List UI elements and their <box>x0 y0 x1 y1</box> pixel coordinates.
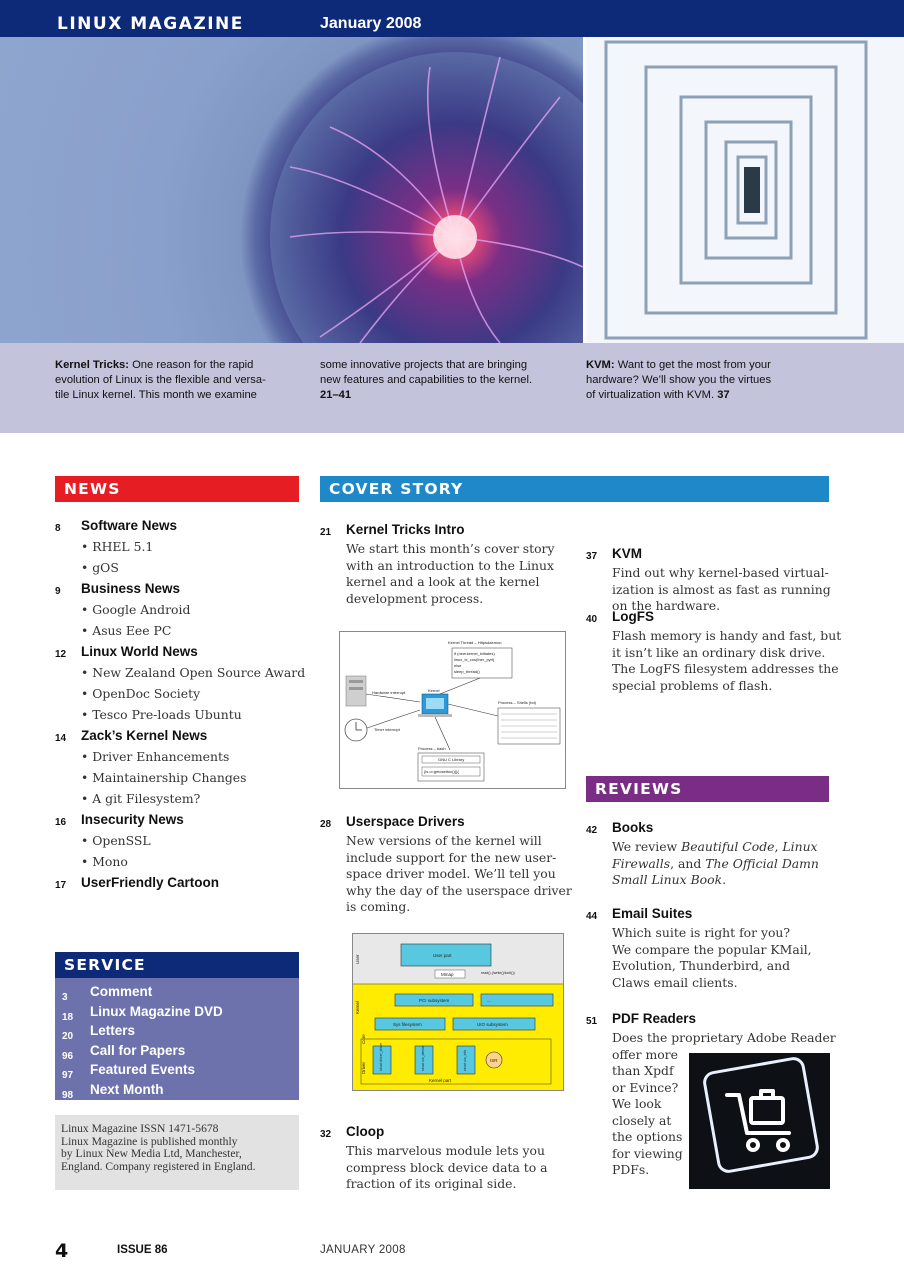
corridor-graphic <box>586 37 904 343</box>
svg-text:Hardware interrupt: Hardware interrupt <box>372 690 406 695</box>
svg-text:User: User <box>355 954 360 964</box>
caption-kvm: KVM: Want to get the most from your hardware? We’ll show you the virtues of virtualization with KVM. 37 <box>586 359 772 401</box>
entry-title-email-suites[interactable]: Email Suites <box>612 906 693 921</box>
svg-text:ISR: ISR <box>490 1058 498 1063</box>
entry-desc-cloop: This marvelous module lets you compress block device data to a fraction of its original side. <box>346 1143 548 1191</box>
news-bullet <box>81 665 305 680</box>
news-bullet-text: RHEL 5.1 <box>92 539 154 554</box>
entry-title-logfs[interactable]: LogFS <box>612 609 654 624</box>
svg-text:Kernel part: Kernel part <box>429 1078 452 1083</box>
bullet-icon: • <box>81 560 93 575</box>
entry-number: 51 <box>586 1016 598 1027</box>
news-entry-number: 8 <box>55 523 61 534</box>
news-entry-title[interactable]: Zack’s Kernel News <box>81 728 208 743</box>
service-item-label: Linux Magazine DVD <box>90 1003 223 1019</box>
news-bullet <box>81 623 171 638</box>
footer-issue: ISSUE 86 <box>117 1244 168 1256</box>
bullet-icon: • <box>81 854 93 869</box>
service-item[interactable] <box>62 1062 196 1083</box>
bullet-icon: • <box>81 602 93 617</box>
service-item[interactable] <box>62 1003 223 1025</box>
service-item-label: Next Month <box>90 1081 164 1097</box>
dots-box <box>481 994 553 1006</box>
svg-text:read() (/write()/ioctl()): read() (/write()/ioctl()) <box>481 971 515 975</box>
svg-text:Mmap: Mmap <box>441 972 454 977</box>
caption-kernel-cont: some innovative projects that are bringing new features and capabilities to the kernel. 21–41 <box>320 359 533 401</box>
bullet-icon: • <box>81 665 93 680</box>
svg-text:Kernel: Kernel <box>428 688 440 693</box>
cart-icon <box>727 1091 789 1150</box>
news-bullet-text: OpenDoc Society <box>92 686 201 701</box>
entry-desc-userspace-drivers: New versions of the kernel will include support for the new user- space driver model. We’ll tell you why the day of the userspace driver is coming. <box>346 833 572 914</box>
news-bullet <box>81 686 200 701</box>
news-bullet <box>81 539 153 554</box>
service-item-number: 97 <box>62 1070 74 1081</box>
news-bullet-text: Asus Eee PC <box>92 623 172 638</box>
shopping-cart-sign-image <box>689 1053 830 1189</box>
svg-text:Sys filesystem: Sys filesystem <box>393 1022 422 1027</box>
news-bullet-text: Google Android <box>92 602 191 617</box>
bullet-icon: • <box>81 539 93 554</box>
svg-text:Process – Shells (bd): Process – Shells (bd) <box>498 700 537 705</box>
news-entry-title[interactable]: UserFriendly Cartoon <box>81 875 220 890</box>
news-bullet-text: OpenSSL <box>92 833 151 848</box>
reviews-heading: REVIEWS <box>586 776 829 802</box>
svg-text:User part: User part <box>433 953 452 958</box>
entry-number: 44 <box>586 911 598 922</box>
entry-desc-pdf-readers: Does the proprietary Adobe Reader offer more than Xpdf or Evince? We look closely at the options for viewing PDFs. <box>612 1030 836 1177</box>
bullet-icon: • <box>81 833 93 848</box>
bullet-icon: • <box>81 770 93 785</box>
news-entry-number: 12 <box>55 649 67 660</box>
entry-title-books[interactable]: Books <box>612 820 654 835</box>
svg-text:struct uio_info: struct uio_info <box>463 1049 467 1071</box>
entry-number: 37 <box>586 551 598 562</box>
entry-number: 28 <box>320 819 332 830</box>
news-bullet-text: New Zealand Open Source Award <box>92 665 306 680</box>
news-entry-number: 9 <box>55 586 61 597</box>
entry-desc-books: We review Beautiful Code, Linux Firewalls, and The Official Damn Small Linux Book. <box>612 839 819 887</box>
service-item-label: Comment <box>90 984 153 999</box>
entry-number: 32 <box>320 1129 332 1140</box>
diag1-title: Kernel Thread – Httpsdaemon <box>448 640 502 645</box>
bullet-icon: • <box>81 707 93 722</box>
svg-text:linux_tx_cos(ther_pyrl): linux_tx_cos(ther_pyrl) <box>454 657 495 662</box>
svg-text:PCI subsystem: PCI subsystem <box>419 998 450 1003</box>
entry-desc-email-suites: Which suite is right for you? We compare the popular KMail, Evolution, Thunderbird, and Claws email clients. <box>612 925 812 990</box>
bullet-icon: • <box>81 623 93 638</box>
cover-story-heading: COVER STORY <box>320 476 829 502</box>
svg-text:...: ... <box>487 998 491 1003</box>
svg-text:{ls.o=getcsettoc(){}(: {ls.o=getcsettoc(){}( <box>424 769 459 774</box>
service-item-label: Call for Papers <box>90 1042 186 1058</box>
news-bullet <box>81 749 229 764</box>
news-bullet <box>81 602 190 617</box>
news-bullet-text: Mono <box>92 854 128 869</box>
news-bullet <box>81 791 200 806</box>
svg-text:UIO subsystem: UIO subsystem <box>477 1022 508 1027</box>
entry-title-kernel-tricks-intro[interactable]: Kernel Tricks Intro <box>346 522 465 537</box>
news-entry-title[interactable]: Linux World News <box>81 644 198 659</box>
kernel-thread-diagram <box>339 631 566 789</box>
svg-text:else: else <box>454 663 462 668</box>
magazine-title: LINUX MAGAZINE <box>57 14 244 34</box>
footer-date: JANUARY 2008 <box>320 1244 406 1256</box>
svg-text:Timer interrupt: Timer interrupt <box>374 727 400 732</box>
entry-desc-kernel-tricks-intro: We start this month’s cover story with an introduction to the Linux kernel and a look at the kernel development process. <box>346 541 555 606</box>
service-item[interactable] <box>62 1081 164 1103</box>
news-entry-title[interactable]: Software News <box>81 518 178 533</box>
news-bullet <box>81 833 151 848</box>
bullet-icon: • <box>81 791 93 806</box>
service-item[interactable] <box>62 984 153 1005</box>
issn-box: Linux Magazine ISSN 1471-5678 Linux Magazine is published monthly by Linux New Media Ltd, Manchester, England. Company registered in England. <box>55 1115 299 1190</box>
entry-title-kvm[interactable]: KVM <box>612 546 642 561</box>
news-bullet-text: gOS <box>92 560 119 575</box>
svg-text:Core: Core <box>361 1034 366 1044</box>
news-bullet-text: Maintainership Changes <box>92 770 247 785</box>
svg-text:if (new.kernel_initiates): if (new.kernel_initiates) <box>454 651 495 656</box>
userspace-driver-diagram <box>352 933 564 1091</box>
entry-title-userspace-drivers[interactable]: Userspace Drivers <box>346 814 465 829</box>
page-number: 4 <box>55 1240 69 1262</box>
news-bullet <box>81 854 128 869</box>
entry-desc-kvm: Find out why kernel-based virtual- ization is almost as fast as running on the hardware. <box>612 565 831 613</box>
service-item-number: 96 <box>62 1050 74 1062</box>
news-entry-number: 16 <box>55 817 67 828</box>
bullet-icon: • <box>81 749 93 764</box>
svg-text:Kernel: Kernel <box>355 1000 360 1014</box>
news-bullet <box>81 560 119 575</box>
news-heading: NEWS <box>55 476 299 502</box>
service-item-label: Featured Events <box>90 1062 196 1077</box>
entry-number: 40 <box>586 614 598 625</box>
service-item-number: 98 <box>62 1089 74 1101</box>
news-entry-title[interactable]: Business News <box>81 581 181 596</box>
service-item[interactable] <box>62 1023 136 1044</box>
service-item[interactable] <box>62 1042 186 1064</box>
svg-text:struct uio_device: struct uio_device <box>421 1045 425 1071</box>
caption-kernel-tricks: Kernel Tricks: One reason for the rapid evolution of Linux is the flexible and versa- tile Linux kernel. This month we examine <box>55 359 266 401</box>
news-entry-number: 14 <box>55 733 67 744</box>
service-item-number: 3 <box>62 992 68 1003</box>
svg-text:Driver: Driver <box>361 1062 366 1074</box>
news-bullet-text: Driver Enhancements <box>92 749 230 764</box>
news-bullet-text: A git Filesystem? <box>92 791 201 806</box>
svg-text:GNU C Library: GNU C Library <box>438 757 465 762</box>
plasma-ball-image <box>0 37 583 343</box>
issue-date: January 2008 <box>320 15 422 32</box>
entry-number: 42 <box>586 825 598 836</box>
news-bullet <box>81 707 242 722</box>
entry-desc-logfs: Flash memory is handy and fast, but it isn’t like an ordinary disk drive. The LogFS filesystem addresses the special problems of flash. <box>612 628 842 693</box>
svg-text:Process – bash: Process – bash <box>418 746 446 751</box>
entry-number: 21 <box>320 527 332 538</box>
svg-text:sleep_thread(): sleep_thread() <box>454 669 480 674</box>
bullet-icon: • <box>81 686 93 701</box>
svg-text:struct driver_driver: struct driver_driver <box>379 1042 383 1071</box>
entry-title-pdf-readers[interactable]: PDF Readers <box>612 1011 697 1026</box>
corridor-image <box>586 37 904 343</box>
news-entry-title[interactable]: Insecurity News <box>81 812 184 827</box>
service-item-label: Letters <box>90 1023 136 1038</box>
service-item-number: 18 <box>62 1011 74 1023</box>
news-bullet-text: Tesco Pre-loads Ubuntu <box>92 707 242 722</box>
news-entry-number: 17 <box>55 880 67 891</box>
service-heading: SERVICE <box>55 952 299 978</box>
entry-title-cloop[interactable]: Cloop <box>346 1124 385 1139</box>
service-item-number: 20 <box>62 1031 74 1042</box>
news-bullet <box>81 770 246 785</box>
plasma-ball-graphic <box>0 37 583 343</box>
